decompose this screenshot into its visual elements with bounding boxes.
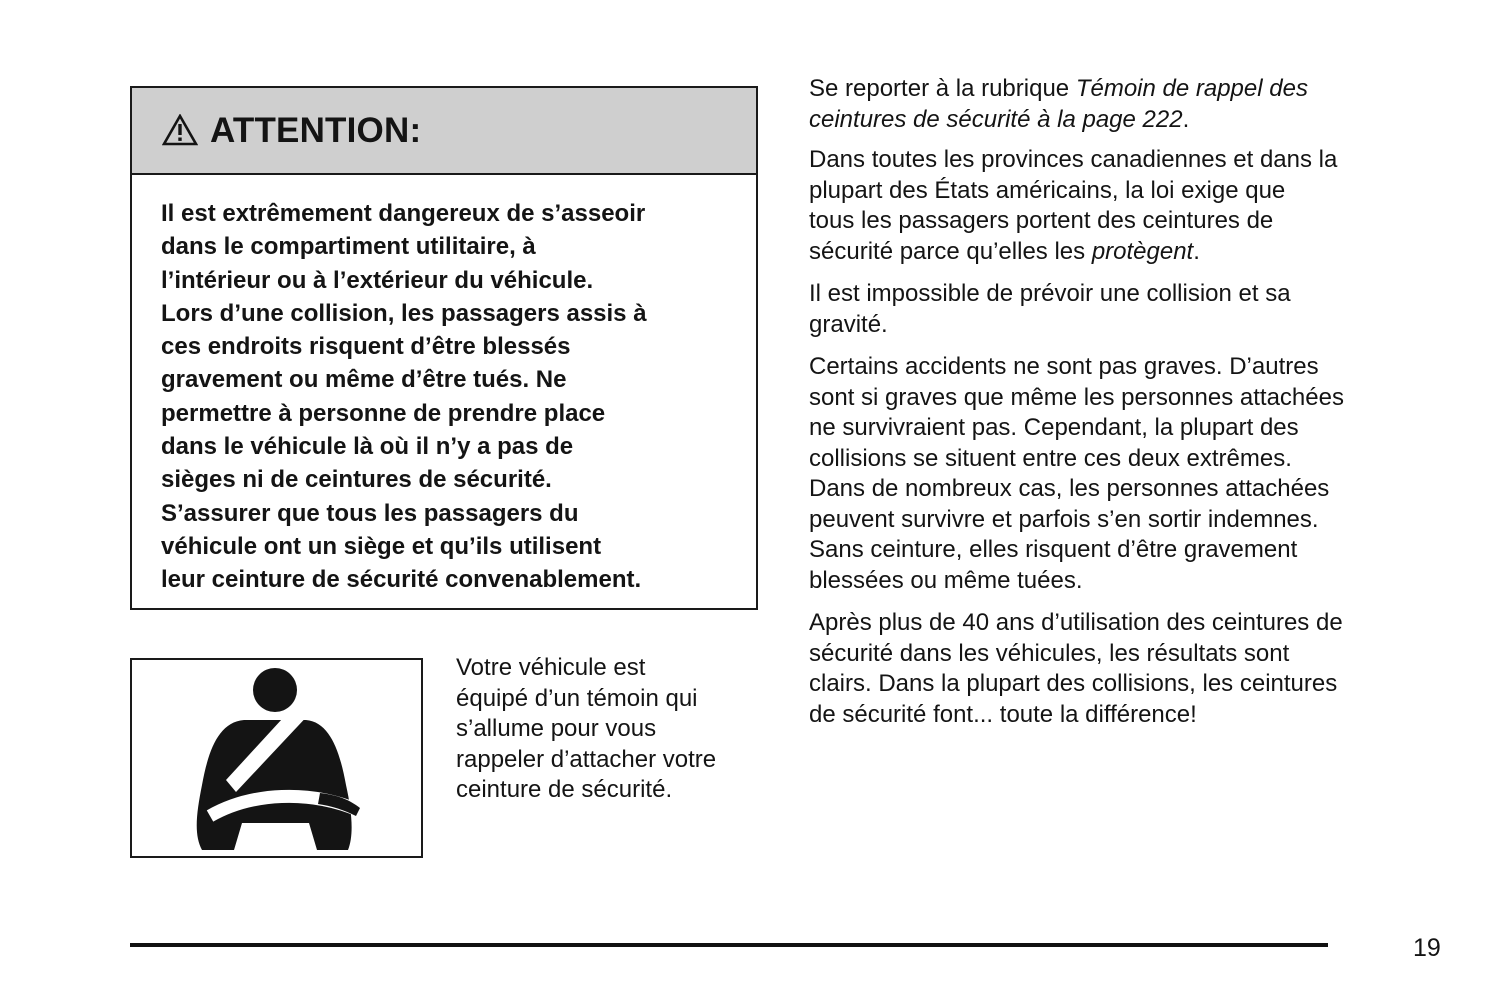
reminder-line: équipé d’un témoin qui	[456, 684, 698, 712]
warning-line: dans le compartiment utilitaire, à	[161, 233, 536, 261]
warning-line: S’assurer que tous les passagers du	[161, 499, 579, 527]
paragraph-line: Dans de nombreux cas, les personnes attachées	[809, 475, 1330, 502]
paragraph-line: Dans toutes les provinces canadiennes et dans la	[809, 146, 1338, 173]
reference-prefix: Se reporter à la rubrique	[809, 75, 1076, 102]
reference-suffix: .	[1182, 105, 1190, 133]
warning-header	[132, 88, 756, 175]
warning-line: ces endroits risquent d’être blessés	[161, 333, 571, 361]
paragraph-line: gravité.	[809, 310, 888, 338]
footer-rule	[130, 943, 1328, 947]
reference-paragraph	[809, 74, 1459, 135]
paragraph-line: peuvent survivre et parfois s’en sortir indemnes.	[809, 505, 1319, 533]
seatbelt-reminder-icon	[132, 660, 420, 855]
warning-line: l’intérieur ou à l’extérieur du véhicule.	[161, 266, 594, 294]
warning-line: dans le véhicule là où il n’y a pas de	[161, 433, 574, 461]
reference-link[interactable]: Témoin de rappel des	[1075, 75, 1308, 102]
warning-line: leur ceinture de sécurité convenablement.	[161, 566, 642, 594]
paragraph-line: Certains accidents ne sont pas graves. D’autres	[809, 353, 1319, 380]
reminder-line: rappeler d’attacher votre	[456, 745, 717, 773]
warning-line: Lors d’une collision, les passagers assis à	[161, 299, 647, 327]
warning-title: ATTENTION:	[210, 110, 422, 150]
emphasis-text: protègent	[1091, 237, 1194, 265]
accidents-paragraph	[809, 352, 1459, 596]
reminder-line: Votre véhicule est	[456, 654, 646, 681]
paragraph-text: .	[1193, 237, 1200, 265]
reminder-line: s’allume pour vous	[456, 715, 657, 742]
warning-line: Il est extrêmement dangereux de s’asseoir	[161, 200, 646, 227]
paragraph-text: sécurité parce qu’elles les	[809, 237, 1092, 265]
paragraph-line: sécurité dans les véhicules, les résultats sont	[809, 639, 1290, 667]
reminder-line: ceinture de sécurité.	[456, 776, 673, 803]
law-paragraph	[809, 145, 1459, 267]
paragraph-line: sont si graves que même les personnes attachées	[809, 383, 1344, 411]
seatbelt-reminder-text	[456, 653, 716, 806]
predict-paragraph	[809, 279, 1459, 340]
seatbelt-figure	[130, 658, 423, 858]
warning-line: véhicule ont un siège et qu’ils utilisent	[161, 532, 602, 560]
paragraph-line: Il est impossible de prévoir une collision et sa	[809, 280, 1291, 307]
warning-triangle-icon	[162, 114, 198, 146]
paragraph-line: de sécurité font... toute la différence!	[809, 700, 1197, 728]
page-number: 19	[1413, 934, 1441, 962]
paragraph-line: tous les passagers portent des ceintures de	[809, 207, 1274, 234]
paragraph-line: ne survivraient pas. Cependant, la plupart des	[809, 414, 1299, 441]
warning-line: sièges ni de ceintures de sécurité.	[161, 466, 552, 494]
paragraph-line: blessées ou même tuées.	[809, 566, 1083, 594]
conclusion-paragraph	[809, 608, 1459, 730]
warning-text	[132, 175, 756, 597]
paragraph-line: collisions se situent entre ces deux extrêmes.	[809, 444, 1292, 472]
paragraph-line: clairs. Dans la plupart des collisions, les ceintures	[809, 670, 1338, 697]
right-column	[809, 74, 1459, 742]
warning-line: permettre à personne de prendre place	[161, 399, 606, 427]
warning-box	[130, 86, 758, 610]
paragraph-line: Après plus de 40 ans d’utilisation des ceintures de	[809, 609, 1343, 636]
warning-line: gravement ou même d’être tués. Ne	[161, 366, 567, 394]
reference-link[interactable]: ceintures de sécurité à la page 222	[809, 105, 1183, 133]
paragraph-line: Sans ceinture, elles risquent d’être gravement	[809, 536, 1298, 563]
paragraph-line: plupart des États américains, la loi exige que	[809, 176, 1286, 204]
